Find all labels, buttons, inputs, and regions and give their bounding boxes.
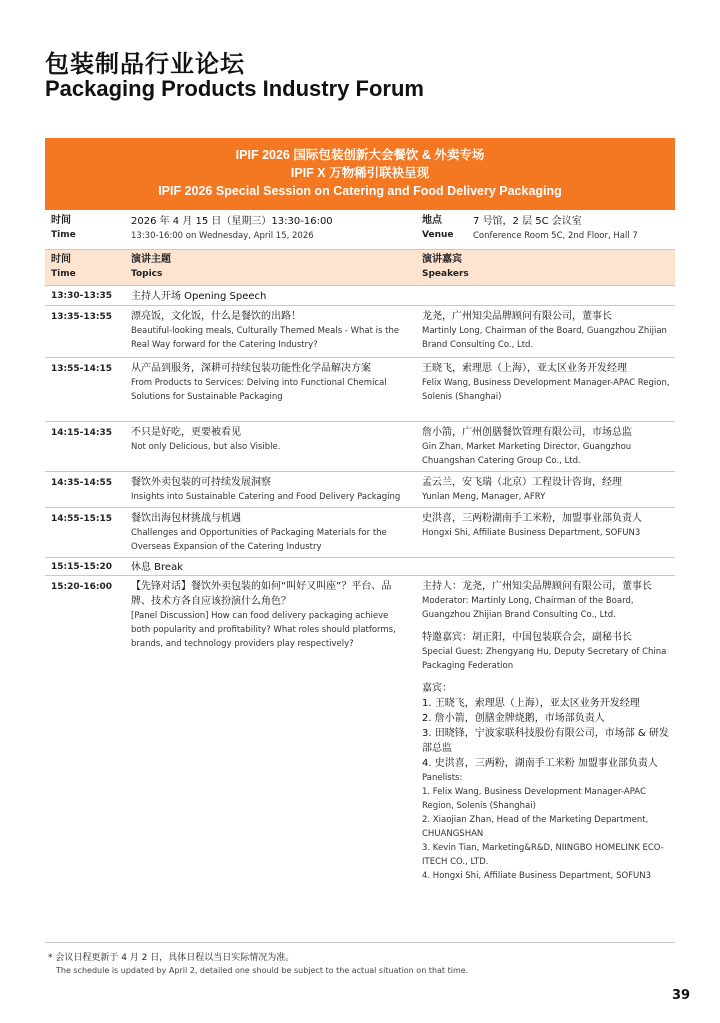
page-title-en: Packaging Products Industry Forum — [45, 76, 424, 101]
panelist-en: 4. Hongxi Shi, Affiliate Business Department, SOFUN3 — [422, 871, 652, 881]
row-speaker-en: Hongxi Shi, Affiliate Business Department, SOFUN3 — [422, 528, 641, 538]
panelist-en: 3. Kevin Tian, Marketing&R&D, NIINGBO HOMELINK ECO-ITECH CO., LTD. — [422, 843, 664, 867]
row-time: 15:20-16:00 — [51, 582, 113, 592]
table-row — [45, 576, 675, 943]
row-speaker-cn: 孟云兰，安飞瑞（北京）工程设计咨询，经理 — [422, 477, 622, 488]
time-label-cn: 时间 — [51, 215, 71, 226]
row-speaker-cn: 詹小箭，广州创膳餐饮管理有限公司，市场总监 — [422, 427, 632, 438]
table-header — [45, 250, 675, 286]
panelist-cn: 2. 詹小箭，创膳金牌烧鹅，市场部负责人 — [422, 713, 605, 724]
row-topic-en: [Panel Discussion] How can food delivery packaging achieve both popularity and profitability? What roles should platforms, brands, and technology providers play respectively? — [131, 611, 396, 649]
special-guest-en: Special Guest: Zhengyang Hu, Deputy Secretary of China Packaging Federation — [422, 647, 667, 671]
footnote-cn: * 会议日程更新于 4 月 2 日，具体日程以当日实际情况为准。 — [48, 953, 295, 963]
panelist-cn: 4. 史洪喜，三两粉，湖南手工米粉 加盟事业部负责人 — [422, 758, 658, 769]
banner-line-1: IPIF 2026 国际包装创新大会餐饮 & 外卖专场 — [235, 148, 485, 162]
time-value-en: 13:30-16:00 on Wednesday, April 15, 2026 — [131, 231, 314, 241]
table-row — [45, 472, 675, 508]
row-topic-en: Insights into Sustainable Catering and Food Delivery Packaging — [131, 492, 401, 502]
banner-line-3: IPIF 2026 Special Session on Catering and Food Delivery Packaging — [158, 184, 562, 198]
row-speaker-en: Yunlan Meng, Manager, AFRY — [422, 492, 546, 502]
table-row — [45, 422, 675, 472]
row-speaker-en: Felix Wang, Business Development Manager-APAC Region, Solenis (Shanghai) — [422, 378, 670, 402]
page-title-cn: 包装制品行业论坛 — [45, 50, 245, 78]
panelist-en: 2. Xiaojian Zhan, Head of the Marketing Department, CHUANGSHAN — [422, 815, 649, 839]
header-topic-cn: 演讲主题 — [131, 254, 171, 265]
row-time: 14:15-14:35 — [51, 428, 113, 438]
row-time: 14:35-14:55 — [51, 478, 113, 488]
row-time: 13:55-14:15 — [51, 364, 113, 374]
row-topic-cn: 【先锋对话】餐饮外卖包装的如何“叫好又叫座”？平台、品牌、技术方各自应该扮演什么角色？ — [131, 581, 392, 607]
panelists-label-en: Panelists: — [422, 773, 463, 783]
row-topic-cn: 不只是好吃，更要被看见 — [131, 427, 241, 438]
moderator-en: Moderator: Martinly Long, Chairman of the Board, Guangzhou Zhijian Brand Consulting Co., Ltd. — [422, 596, 634, 620]
row-topic-en: Challenges and Opportunities of Packaging Materials for the Overseas Expansion of the Catering Industry — [131, 528, 387, 552]
panelist-en: 1. Felix Wang, Business Development Manager-APAC Region, Solenis (Shanghai) — [422, 787, 646, 811]
time-value-cn: 2026 年 4 月 15 日（星期三）13:30-16:00 — [131, 216, 333, 227]
banner-line-2: IPIF X 万物稀引联袂呈现 — [290, 166, 430, 180]
panelists-label-cn: 嘉宾： — [422, 683, 452, 694]
row-speaker-cn: 王晓飞，索理思（上海），亚太区业务开发经理 — [422, 363, 627, 374]
moderator-cn: 主持人：龙尧，广州知尖品牌顾问有限公司，董事长 — [422, 581, 652, 592]
session-banner — [45, 138, 675, 210]
row-speaker-cn: 史洪喜，三两粉湖南手工米粉，加盟事业部负责人 — [422, 513, 642, 524]
row-topic-cn: 从产品到服务，深耕可持续包装功能性化学品解决方案 — [131, 363, 371, 374]
table-row — [45, 358, 675, 422]
venue-label-en: Venue — [422, 230, 454, 240]
time-label-en: Time — [51, 230, 76, 240]
table-row — [45, 306, 675, 358]
table-row — [45, 286, 675, 306]
header-time-en: Time — [51, 269, 76, 279]
header-speaker-cn: 演讲嘉宾 — [422, 254, 462, 265]
venue-value-en: Conference Room 5C, 2nd Floor, Hall 7 — [473, 231, 638, 241]
row-topic-en: Beautiful-looking meals, Culturally Themed Meals - What is the Real Way forward for the Catering Industry? — [131, 326, 400, 350]
row-time: 14:55-15:15 — [51, 514, 113, 524]
header-speaker-en: Speakers — [422, 269, 469, 279]
header-time-cn: 时间 — [51, 254, 71, 265]
table-row — [45, 558, 675, 576]
row-topic-cn: 漂亮饭，文化饭，什么是餐饮的出路！ — [131, 311, 301, 322]
table-row — [45, 508, 675, 558]
row-topic-cn: 主持人开场 Opening Speech — [131, 291, 267, 302]
row-speaker-cn: 龙尧，广州知尖品牌顾问有限公司，董事长 — [422, 311, 612, 322]
row-topic-cn: 餐饮外卖包装的可持续发展洞察 — [131, 477, 271, 488]
footnote-en: The schedule is updated by April 2, detailed one should be subject to the actual situation on that time. — [56, 966, 469, 975]
row-speaker-en: Martinly Long, Chairman of the Board, Guangzhou Zhijian Brand Consulting Co., Ltd. — [422, 326, 667, 350]
page-number: 39 — [672, 988, 691, 1003]
panelist-cn: 1. 王晓飞，索理思（上海），亚太区业务开发经理 — [422, 698, 640, 709]
venue-label-cn: 地点 — [422, 215, 442, 226]
row-topic-cn: 餐饮出海包材挑战与机遇 — [131, 513, 241, 524]
row-time: 13:30-13:35 — [51, 291, 113, 301]
info-row — [45, 210, 675, 250]
row-time: 13:35-13:55 — [51, 312, 113, 322]
row-topic-en: From Products to Services: Delving into Functional Chemical Solutions for Sustainable Packaging — [131, 378, 387, 402]
row-topic-en: Not only Delicious, but also Visible. — [131, 442, 281, 452]
header-topic-en: Topics — [131, 269, 163, 279]
row-topic-cn: 休息 Break — [131, 562, 184, 573]
special-guest-cn: 特邀嘉宾：胡正阳，中国包装联合会，副秘书长 — [422, 632, 632, 643]
row-speaker-en: Gin Zhan, Market Marketing Director, Guangzhou Chuangshan Catering Group Co., Ltd. — [422, 442, 632, 466]
row-time: 15:15-15:20 — [51, 562, 113, 572]
venue-value-cn: 7 号馆，2 层 5C 会议室 — [473, 216, 582, 227]
panelist-cn: 3. 田晓锋，宁波家联科技股份有限公司，市场部 & 研发部总监 — [422, 728, 669, 754]
